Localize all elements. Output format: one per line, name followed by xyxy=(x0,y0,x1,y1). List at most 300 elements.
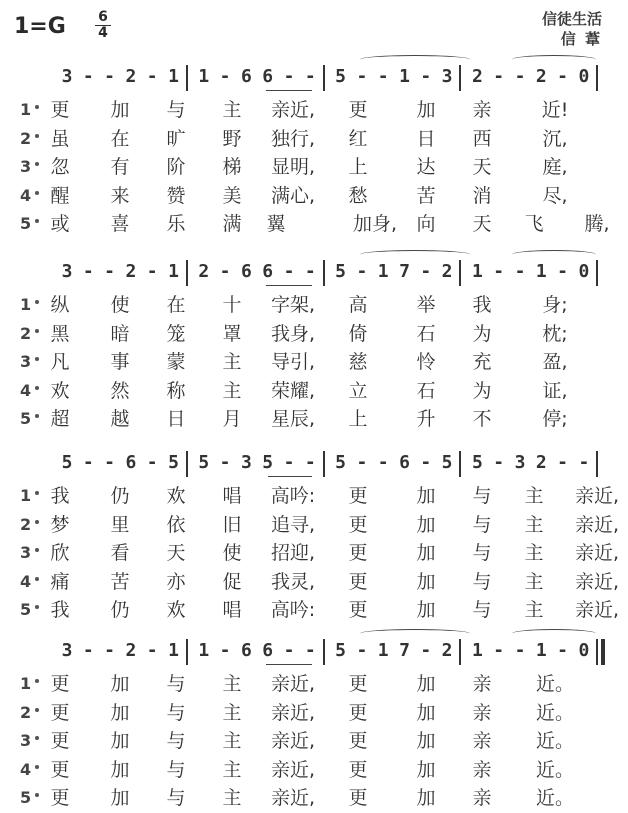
note: 5 xyxy=(262,452,274,473)
lyric-syllable: 满 xyxy=(222,213,242,235)
note: 6 xyxy=(240,640,252,661)
lyric-syllable: 亲近, xyxy=(574,570,620,593)
lyric-syllable: 主 xyxy=(222,673,242,695)
note: 1 xyxy=(168,640,179,661)
lyric-syllable: 加 xyxy=(416,673,436,695)
lyric-syllable: 更 xyxy=(348,701,368,724)
dash: - xyxy=(146,452,158,473)
lyric-syllable: 笼 xyxy=(166,322,186,345)
lyric-syllable: 苦 xyxy=(110,570,130,593)
lyric-syllable: 更 xyxy=(348,787,368,809)
lyric-syllable: 或 xyxy=(50,213,70,235)
note: 1 xyxy=(471,261,483,282)
lyric-syllable: 翼 xyxy=(266,213,286,235)
lyric-syllable: 更 xyxy=(348,673,368,695)
lyric-syllable: 亲近, xyxy=(270,99,316,121)
lyric-syllable: 来 xyxy=(110,184,130,207)
lyric-syllable: 尽, xyxy=(542,184,568,207)
note: 3 xyxy=(514,452,526,473)
lyric-syllable: 与 xyxy=(166,99,186,121)
lyric-syllable: 亲 xyxy=(472,758,492,781)
barline xyxy=(459,639,461,665)
key-signature: 1=G xyxy=(14,14,66,39)
note: 6 xyxy=(240,66,252,87)
lyric-syllable: 加 xyxy=(416,701,436,724)
lyric-line xyxy=(0,321,628,349)
dash: - xyxy=(493,66,505,87)
note: 0 xyxy=(578,640,590,661)
verse-dot xyxy=(35,414,39,418)
tie-mark xyxy=(512,629,596,638)
dash: - xyxy=(104,452,116,473)
lyric-syllable: 加 xyxy=(416,99,436,121)
lyric-syllable: 加 xyxy=(110,758,130,781)
verse-dot xyxy=(35,736,39,740)
lyric-line xyxy=(0,540,628,568)
lyric-syllable: 阶 xyxy=(166,156,186,178)
lyric-syllable: 梯 xyxy=(222,156,242,178)
note: 5 xyxy=(441,452,453,473)
lyric-line xyxy=(0,671,628,699)
note: 6 xyxy=(262,66,274,87)
lyric-syllable: 倚 xyxy=(348,322,368,345)
note: 5 xyxy=(168,452,179,473)
note: 2 xyxy=(535,452,547,473)
note: 5 xyxy=(335,640,347,661)
lyric-syllable: 赞 xyxy=(166,184,186,207)
verse-number: 5 xyxy=(20,409,32,428)
lyric-syllable: 月 xyxy=(222,408,242,430)
dash: - xyxy=(514,66,526,87)
lyric-syllable: 更 xyxy=(50,99,70,121)
lyric-syllable: 加 xyxy=(416,730,436,752)
lyric-syllable: 美 xyxy=(222,184,242,207)
lyric-syllable: 依 xyxy=(166,513,186,536)
lyric-syllable: 主 xyxy=(222,701,242,724)
lyric-syllable: 在 xyxy=(166,294,186,316)
lyric-syllable: 亲近, xyxy=(574,485,620,507)
lyric-syllable: 加 xyxy=(110,673,130,695)
verse-number: 5 xyxy=(20,600,32,619)
lyric-syllable: 忽 xyxy=(50,156,70,178)
dash: - xyxy=(493,640,505,661)
lyric-syllable: 身; xyxy=(542,294,568,316)
lyric-syllable: 石 xyxy=(416,322,436,345)
lyric-syllable: 旷 xyxy=(166,127,186,150)
note: 1 xyxy=(535,640,547,661)
lyric-syllable: 虽 xyxy=(50,127,70,150)
lyric-line xyxy=(0,757,628,785)
dash: - xyxy=(283,66,295,87)
lyric-syllable: 向 xyxy=(416,213,436,235)
lyric-syllable: 充 xyxy=(472,351,492,373)
note: 3 xyxy=(61,261,73,282)
time-signature xyxy=(95,10,111,41)
lyric-syllable: 在 xyxy=(110,127,130,150)
lyric-syllable: 导引, xyxy=(270,351,316,373)
verse-number: 1 xyxy=(20,100,32,119)
lyric-syllable: 更 xyxy=(348,599,368,621)
dash: - xyxy=(146,66,158,87)
lyric-syllable: 高吟: xyxy=(270,599,316,621)
lyric-syllable: 苦 xyxy=(416,184,436,207)
lyric-syllable: 星辰, xyxy=(270,408,316,430)
lyric-syllable: 蒙 xyxy=(166,351,186,373)
verse-dot xyxy=(35,191,39,195)
lyric-syllable: 欢 xyxy=(166,599,186,621)
note: 1 xyxy=(377,640,389,661)
tie-mark xyxy=(512,250,596,259)
verse-dot xyxy=(35,765,39,769)
lyric-syllable: 枕; xyxy=(542,322,568,345)
dash: - xyxy=(304,640,316,661)
lyric-syllable: 加 xyxy=(110,99,130,121)
lyric-syllable: 更 xyxy=(348,542,368,564)
lyric-line xyxy=(0,154,628,182)
dash: - xyxy=(514,261,526,282)
verse-dot xyxy=(35,219,39,223)
lyric-syllable: 字架, xyxy=(270,294,316,316)
note: 2 xyxy=(125,261,137,282)
lyric-syllable: 证, xyxy=(542,379,568,402)
verse-number: 4 xyxy=(20,571,32,591)
lyric-syllable: 日 xyxy=(166,408,186,430)
lyric-syllable: 凡 xyxy=(50,351,70,373)
lyric-syllable: 喜 xyxy=(110,213,130,235)
lyric-syllable: 更 xyxy=(50,730,70,752)
lyric-syllable: 消 xyxy=(472,184,492,207)
verse-number: 1 xyxy=(20,486,32,505)
author: 信 葦 xyxy=(560,30,602,48)
verse-dot xyxy=(35,134,39,138)
verse-number: 3 xyxy=(20,543,32,562)
final-barline xyxy=(596,639,598,665)
lyric-syllable: 更 xyxy=(348,758,368,781)
lyric-line xyxy=(0,211,628,239)
lyric-syllable: 然 xyxy=(110,379,130,402)
barline xyxy=(459,65,461,91)
underline-mark xyxy=(266,90,312,91)
lyric-syllable: 使 xyxy=(110,294,130,316)
note: 6 xyxy=(262,261,274,282)
lyric-syllable: 达 xyxy=(416,156,436,178)
lyric-syllable: 亲近, xyxy=(270,787,316,809)
barline xyxy=(596,65,598,91)
lyric-line xyxy=(0,292,628,320)
lyric-syllable: 高吟: xyxy=(270,485,316,507)
dash: - xyxy=(377,66,389,87)
lyric-syllable: 天 xyxy=(472,156,492,178)
verse-number: 5 xyxy=(20,214,32,233)
lyric-syllable: 更 xyxy=(50,701,70,724)
dash: - xyxy=(356,452,368,473)
lyric-syllable: 痛 xyxy=(50,570,70,593)
lyric-syllable: 醒 xyxy=(50,184,70,207)
note: 5 xyxy=(335,261,347,282)
lyric-syllable: 主 xyxy=(524,485,544,507)
note: 6 xyxy=(399,452,410,473)
lyric-syllable: 亦 xyxy=(166,570,186,593)
lyric-syllable: 亲近, xyxy=(270,758,316,781)
dash: - xyxy=(557,452,569,473)
lyric-syllable: 加 xyxy=(110,730,130,752)
lyric-syllable: 我 xyxy=(50,485,70,507)
lyric-syllable: 我 xyxy=(472,294,492,316)
note: 6 xyxy=(262,640,274,661)
barline xyxy=(459,451,461,477)
verse-dot xyxy=(35,357,39,361)
lyric-syllable: 与 xyxy=(472,485,492,507)
note: 6 xyxy=(125,452,137,473)
lyric-syllable: 亲 xyxy=(472,673,492,695)
lyric-syllable: 慈 xyxy=(348,351,368,373)
lyric-syllable: 近。 xyxy=(535,787,574,809)
note: 2 xyxy=(125,640,137,661)
dash: - xyxy=(283,452,295,473)
lyric-syllable: 高 xyxy=(348,294,368,316)
lyric-syllable: 欢 xyxy=(50,379,70,402)
tie-mark xyxy=(512,55,596,64)
dash: - xyxy=(104,640,116,661)
lyric-syllable: 十 xyxy=(222,294,242,316)
lyric-syllable: 主 xyxy=(222,379,242,402)
lyric-syllable: 上 xyxy=(348,156,368,178)
verse-dot xyxy=(35,577,39,581)
lyric-syllable: 我身, xyxy=(270,322,316,345)
lyric-syllable: 加 xyxy=(110,787,130,809)
verse-dot xyxy=(35,679,39,683)
time-numerator: 6 xyxy=(95,10,111,26)
notation-line xyxy=(0,63,628,93)
lyric-syllable: 超 xyxy=(50,408,70,430)
lyric-syllable: 飞 xyxy=(524,213,544,235)
tie-mark xyxy=(360,250,470,259)
lyric-syllable: 看 xyxy=(110,542,130,564)
lyric-syllable: 为 xyxy=(472,322,492,345)
lyric-syllable: 与 xyxy=(472,513,492,536)
verse-dot xyxy=(35,162,39,166)
lyric-syllable: 更 xyxy=(50,787,70,809)
lyric-line xyxy=(0,406,628,434)
lyric-syllable: 与 xyxy=(166,787,186,809)
lyric-syllable: 天 xyxy=(166,542,186,564)
notation-line xyxy=(0,637,628,667)
lyric-syllable: 我 xyxy=(50,599,70,621)
underline-mark xyxy=(266,285,312,286)
barline xyxy=(186,260,188,286)
dash: - xyxy=(420,452,432,473)
lyric-syllable: 荣耀, xyxy=(270,379,316,402)
lyric-syllable: 近。 xyxy=(535,673,574,695)
lyric-syllable: 罩 xyxy=(222,322,242,345)
lyric-syllable: 主 xyxy=(524,513,544,536)
dash: - xyxy=(493,261,505,282)
dash: - xyxy=(304,261,316,282)
notation-line xyxy=(0,258,628,288)
barline xyxy=(323,65,325,91)
note: 5 xyxy=(198,452,210,473)
dash: - xyxy=(283,640,295,661)
lyric-line xyxy=(0,97,628,125)
lyric-syllable: 亲近, xyxy=(574,513,620,536)
lyric-syllable: 更 xyxy=(348,513,368,536)
dash: - xyxy=(104,66,116,87)
lyric-syllable: 更 xyxy=(50,673,70,695)
note: 5 xyxy=(471,452,483,473)
verse-number: 1 xyxy=(20,295,32,314)
lyric-line xyxy=(0,785,628,813)
lyric-syllable: 纵 xyxy=(50,294,70,316)
dash: - xyxy=(82,66,94,87)
note: 3 xyxy=(61,66,73,87)
note: 1 xyxy=(471,640,483,661)
lyric-syllable: 加 xyxy=(416,599,436,621)
dash: - xyxy=(356,66,368,87)
note: 2 xyxy=(535,66,547,87)
verse-number: 2 xyxy=(20,323,32,343)
dash: - xyxy=(82,452,94,473)
note: 5 xyxy=(335,452,347,473)
lyric-syllable: 梦 xyxy=(50,513,70,536)
lyric-syllable: 旧 xyxy=(222,513,242,536)
verse-number: 3 xyxy=(20,731,32,750)
lyric-syllable: 更 xyxy=(50,758,70,781)
note: 1 xyxy=(377,261,389,282)
lyric-syllable: 与 xyxy=(472,542,492,564)
lyric-syllable: 红 xyxy=(348,127,368,150)
verse-number: 2 xyxy=(20,514,32,534)
lyric-syllable: 升 xyxy=(416,408,436,430)
note: 1 xyxy=(399,66,410,87)
lyric-syllable: 主 xyxy=(222,787,242,809)
lyric-line xyxy=(0,183,628,211)
lyric-syllable: 近。 xyxy=(535,758,574,781)
lyric-syllable: 加 xyxy=(416,758,436,781)
lyric-syllable: 仍 xyxy=(110,599,130,621)
lyric-syllable: 追寻, xyxy=(270,513,316,536)
dash: - xyxy=(146,640,158,661)
verse-number: 2 xyxy=(20,128,32,148)
verse-dot xyxy=(35,548,39,552)
lyric-line xyxy=(0,597,628,625)
dash: - xyxy=(104,261,116,282)
dash: - xyxy=(219,452,231,473)
lyric-line xyxy=(0,728,628,756)
lyric-syllable: 更 xyxy=(348,730,368,752)
lyric-syllable: 我灵, xyxy=(270,570,316,593)
lyric-syllable: 石 xyxy=(416,379,436,402)
lyric-line xyxy=(0,569,628,597)
note: 2 xyxy=(471,66,483,87)
lyric-syllable: 事 xyxy=(110,351,130,373)
lyric-syllable: 近。 xyxy=(535,730,574,752)
note: 6 xyxy=(240,261,252,282)
lyric-syllable: 亲近, xyxy=(270,673,316,695)
verse-dot xyxy=(35,329,39,333)
dash: - xyxy=(219,261,231,282)
note: 3 xyxy=(61,640,73,661)
verse-dot xyxy=(35,105,39,109)
lyric-syllable: 更 xyxy=(348,485,368,507)
verse-dot xyxy=(35,605,39,609)
barline xyxy=(186,639,188,665)
lyric-syllable: 亲近, xyxy=(270,730,316,752)
note: 0 xyxy=(578,261,590,282)
dash: - xyxy=(420,640,432,661)
dash: - xyxy=(219,66,231,87)
verse-dot xyxy=(35,300,39,304)
note: 5 xyxy=(61,452,73,473)
note: 2 xyxy=(198,261,210,282)
lyric-syllable: 庭, xyxy=(542,156,568,178)
lyric-line xyxy=(0,126,628,154)
underline-mark xyxy=(268,476,312,477)
dash: - xyxy=(82,261,94,282)
note: 2 xyxy=(441,261,453,282)
verse-dot xyxy=(35,793,39,797)
lyric-syllable: 促 xyxy=(222,570,242,593)
note: 7 xyxy=(399,640,410,661)
lyric-syllable: 盈, xyxy=(542,351,568,373)
lyric-syllable: 唱 xyxy=(222,485,242,507)
dash: - xyxy=(82,640,94,661)
lyric-syllable: 唱 xyxy=(222,599,242,621)
underline-mark xyxy=(266,664,312,665)
lyric-syllable: 亲近, xyxy=(574,542,620,564)
lyric-syllable: 欢 xyxy=(166,485,186,507)
note: 1 xyxy=(168,261,179,282)
note: 7 xyxy=(399,261,410,282)
lyric-syllable: 野 xyxy=(222,127,242,150)
note: 1 xyxy=(535,261,547,282)
note: 3 xyxy=(240,452,252,473)
lyric-syllable: 更 xyxy=(348,570,368,593)
lyric-syllable: 仍 xyxy=(110,485,130,507)
lyric-syllable: 主 xyxy=(222,351,242,373)
dash: - xyxy=(493,452,505,473)
note: 1 xyxy=(168,66,179,87)
lyric-syllable: 亲近, xyxy=(574,599,620,621)
lyric-syllable: 招迎, xyxy=(270,542,316,564)
dash: - xyxy=(356,640,368,661)
note: 0 xyxy=(578,66,590,87)
dash: - xyxy=(304,452,316,473)
dash: - xyxy=(420,261,432,282)
lyric-syllable: 加 xyxy=(416,542,436,564)
lyric-syllable: 主 xyxy=(222,99,242,121)
lyric-syllable: 与 xyxy=(166,758,186,781)
barline xyxy=(596,260,598,286)
lyric-syllable: 不 xyxy=(472,408,492,430)
lyric-syllable: 更 xyxy=(348,99,368,121)
verse-dot xyxy=(35,520,39,524)
lyric-line xyxy=(0,483,628,511)
note: 2 xyxy=(125,66,137,87)
lyric-syllable: 称 xyxy=(166,379,186,402)
verse-number: 1 xyxy=(20,674,32,693)
barline xyxy=(323,260,325,286)
dash: - xyxy=(557,66,569,87)
dash: - xyxy=(557,640,569,661)
lyric-syllable: 与 xyxy=(472,599,492,621)
lyric-syllable: 为 xyxy=(472,379,492,402)
lyric-syllable: 加身, xyxy=(352,213,398,235)
lyric-line xyxy=(0,512,628,540)
lyric-syllable: 与 xyxy=(166,701,186,724)
lyric-syllable: 西 xyxy=(472,127,492,150)
dash: - xyxy=(356,261,368,282)
verse-number: 3 xyxy=(20,352,32,371)
